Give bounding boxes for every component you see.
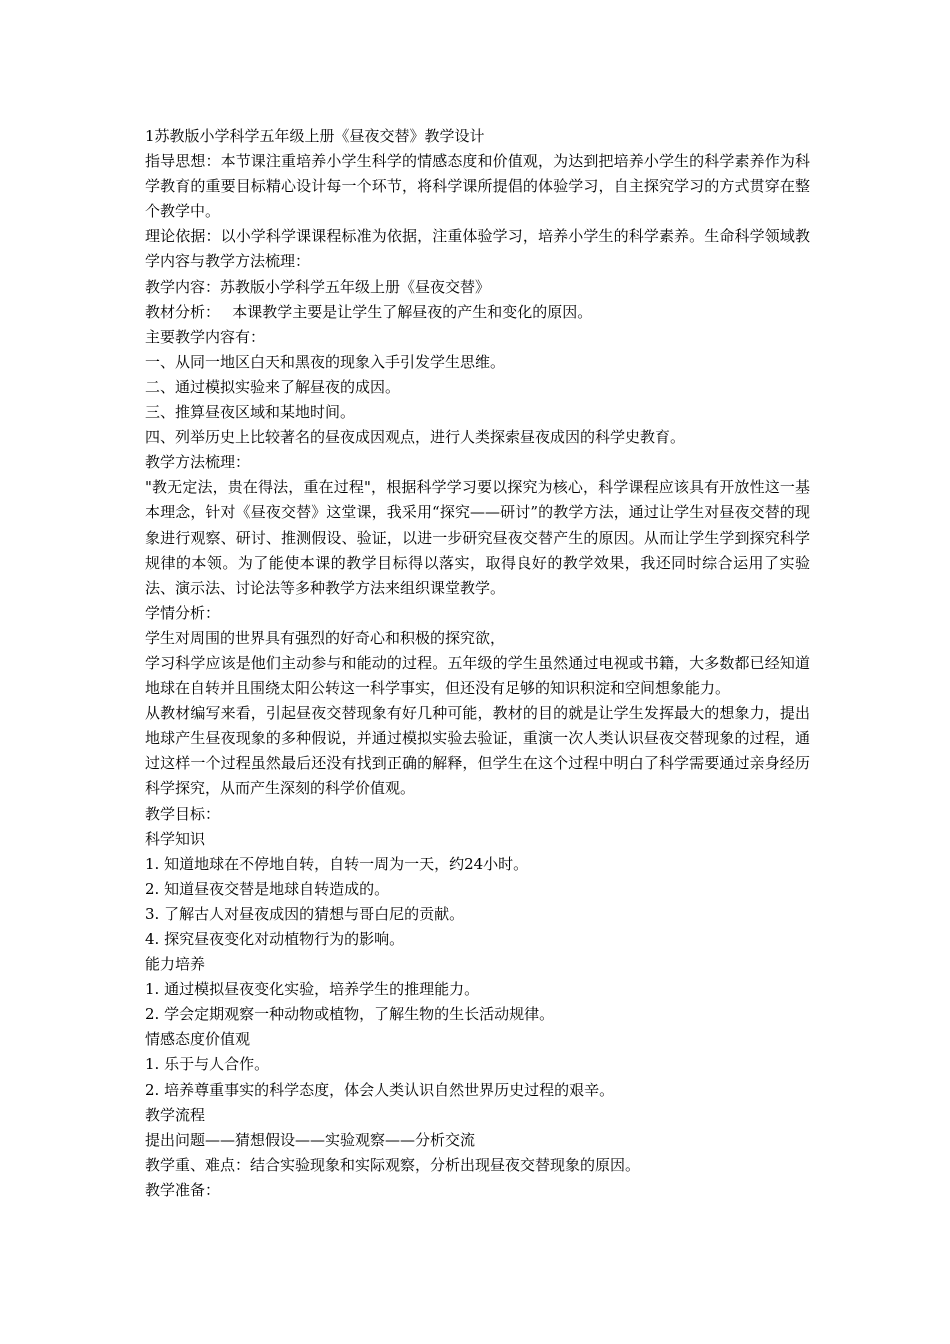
paragraph-theory-basis: 理论依据：以小学科学课课程标准为依据，注重体验学习，培养小学生的科学素养。生命科学领域教学内容与教学方法梳理： <box>145 227 810 271</box>
subheading-ability: 能力培养 <box>145 955 206 974</box>
list-item-attitude-1: 1. 乐于与人合作。 <box>145 1055 270 1074</box>
paragraph-guiding-idea: 指导思想：本节课注重培养小学生科学的情感态度和价值观，为达到把培养小学生的科学素养作为科学教育的重要目标精心设计每一个环节，将科学课所提倡的体验学习，自主探究学习的方式贯穿在整个教学中。 <box>145 152 810 221</box>
list-item-content-3: 三、推算昼夜区域和某地时间。 <box>145 403 356 422</box>
list-item-ability-1: 1. 通过模拟昼夜变化实验，培养学生的推理能力。 <box>145 980 480 999</box>
document-title: 1苏教版小学科学五年级上册《昼夜交替》教学设计 <box>145 127 485 145</box>
list-item-content-2: 二、通过模拟实验来了解昼夜的成因。 <box>145 377 401 396</box>
list-item-knowledge-2: 2. 知道昼夜交替是地球自转造成的。 <box>145 879 390 898</box>
list-item-knowledge-4: 4. 探究昼夜变化对动植物行为的影响。 <box>145 930 405 948</box>
paragraph-methods: "教无定法，贵在得法，重在过程"，根据科学学习要以探究为核心，科学课程应该具有开放性这一基本理念，针对《昼夜交替》这堂课，我采用“探究——研讨”的教学方法，通过让学生对昼夜交替的现象进行观察、研讨、推测假设、验证，以进一步研究昼夜交替产生的原因。从而让学生学到探究科学规律的本领。为了能使本课的教学目标得以落实，取得良好的教学效果，我还同时综合运用了实验法、演示法、讨论法等多种教学方法来组织课堂教学。 <box>145 478 810 597</box>
section-heading-objectives: 教学目标： <box>145 804 221 823</box>
paragraph-learner-ability: 学习科学应该是他们主动参与和能动的过程。五年级的学生虽然通过电视或书籍，大多数都已经知道地球在自转并且围绕太阳公转这一科学事实，但还没有足够的知识积淀和空间想象能力。 <box>145 653 810 698</box>
section-heading-methods: 教学方法梳理： <box>145 453 251 472</box>
section-heading-learner-analysis: 学情分析： <box>145 603 221 622</box>
section-heading-preparation: 教学准备： <box>145 1180 221 1199</box>
list-item-content-4: 四、列举历史上比较著名的昼夜成因观点，进行人类探索昼夜成因的科学史教育。 <box>145 428 686 447</box>
list-item-knowledge-3: 3. 了解古人对昼夜成因的猜想与哥白尼的贡献。 <box>145 904 465 923</box>
paragraph-main-content-heading: 主要教学内容有： <box>145 327 266 346</box>
list-item-content-1: 一、从同一地区白天和黑夜的现象入手引发学生思维。 <box>145 352 506 371</box>
subheading-science-knowledge: 科学知识 <box>145 829 206 848</box>
paragraph-content: 教学内容：苏教版小学科学五年级上册《昼夜交替》 <box>145 277 491 296</box>
list-item-knowledge-1: 1. 知道地球在不停地自转，自转一周为一天，约24小时。 <box>145 854 529 873</box>
paragraph-key-points: 教学重、难点：结合实验现象和实际观察，分析出现昼夜交替现象的原因。 <box>145 1155 641 1174</box>
paragraph-material-analysis: 教材分析： 本课教学主要是让学生了解昼夜的产生和变化的原因。 <box>145 302 593 321</box>
subheading-attitude: 情感态度价值观 <box>145 1030 251 1049</box>
document-page <box>145 124 810 1203</box>
paragraph-process-steps: 提出问题——猜想假设——实验观察——分析交流 <box>145 1130 476 1149</box>
paragraph-learner-curiosity: 学生对周围的世界具有强烈的好奇心和积极的探究欲， <box>145 628 506 647</box>
list-item-attitude-2: 2. 培养尊重事实的科学态度，体会人类认识自然世界历史过程的艰辛。 <box>145 1080 615 1099</box>
paragraph-textbook-view: 从教材编写来看，引起昼夜交替现象有好几种可能，教材的目的就是让学生发挥最大的想象力，提出地球产生昼夜现象的多种假说，并通过模拟实验去验证，重演一次人类认识昼夜交替现象的过程，通过这样一个过程虽然最后还没有找到正确的解释，但学生在这个过程中明白了科学需要通过亲身经历科学探究，从而产生深刻的科学价值观。 <box>145 704 810 798</box>
section-heading-process: 教学流程 <box>145 1105 206 1124</box>
list-item-ability-2: 2. 学会定期观察一种动物或植物，了解生物的生长活动规律。 <box>145 1005 555 1024</box>
